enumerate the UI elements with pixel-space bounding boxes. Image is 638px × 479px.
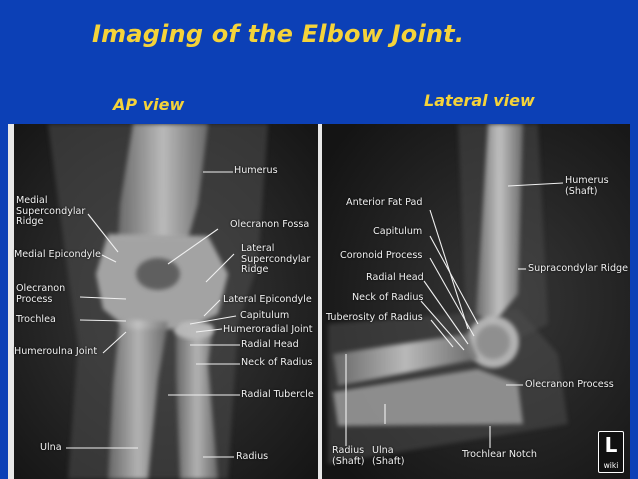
xray-image-area xyxy=(8,124,630,479)
ap-label-neck-of-radius: Neck of Radius xyxy=(241,357,313,368)
lateral-view-heading: Lateral view xyxy=(424,91,535,110)
ap-label-medial-supracondylar-ridge: Medial Supercondylar Ridge xyxy=(16,195,86,227)
ap-label-radius: Radius xyxy=(236,451,269,462)
radiopaedia-logo xyxy=(598,431,624,473)
ap-label-radial-head: Radial Head xyxy=(241,339,299,350)
lateral-label-humerus-shaft: Humerus (Shaft) xyxy=(565,175,609,197)
lateral-label-coronoid-process: Coronoid Process xyxy=(340,250,423,261)
ap-label-medial-epicondyle: Medial Epicondyle xyxy=(14,249,101,260)
lateral-label-tuberosity-of-radius: Tuberosity of Radius xyxy=(326,312,423,323)
ap-label-lateral-epicondyle: Lateral Epicondyle xyxy=(223,294,312,305)
ap-label-olecranon-fossa: Olecranon Fossa xyxy=(230,219,310,230)
ap-label-radial-tubercle: Radial Tubercle xyxy=(241,389,314,400)
ap-view-heading: AP view xyxy=(113,95,185,114)
lateral-label-anterior-fat-pad: Anterior Fat Pad xyxy=(346,197,423,208)
lateral-label-radial-head: Radial Head xyxy=(366,272,424,283)
ap-label-humeroradial-joint: Humeroradial Joint xyxy=(223,324,313,335)
lateral-label-radius-shaft: Radius (Shaft) xyxy=(332,445,365,467)
ap-xray-panel xyxy=(8,124,318,479)
lateral-label-capitulum: Capitulum xyxy=(373,226,423,237)
lateral-label-neck-of-radius: Neck of Radius xyxy=(352,292,424,303)
lateral-label-supracondylar-ridge: Supracondylar Ridge xyxy=(528,263,629,274)
lateral-label-olecranon-process: Olecranon Process xyxy=(525,379,614,390)
ap-label-olecranon-process: Olecranon Process xyxy=(16,283,66,305)
logo-text: wiki xyxy=(603,461,619,470)
lateral-label-trochlear-notch: Trochlear Notch xyxy=(462,449,538,460)
ap-label-humeroulna-joint: Humeroulna Joint xyxy=(14,346,98,357)
ap-label-capitulum: Capitulum xyxy=(240,310,290,321)
ap-label-trochlea: Trochlea xyxy=(16,314,56,325)
logo-letter: L xyxy=(604,433,618,457)
ap-label-lateral-supracondylar-ridge: Lateral Supercondylar Ridge xyxy=(241,243,311,275)
lateral-label-ulna-shaft: Ulna (Shaft) xyxy=(372,445,405,467)
slide-title: Imaging of the Elbow Joint. xyxy=(92,20,465,48)
ap-label-ulna: Ulna xyxy=(40,442,62,453)
ap-label-humerus: Humerus xyxy=(234,165,278,176)
lateral-xray-panel xyxy=(318,124,630,479)
